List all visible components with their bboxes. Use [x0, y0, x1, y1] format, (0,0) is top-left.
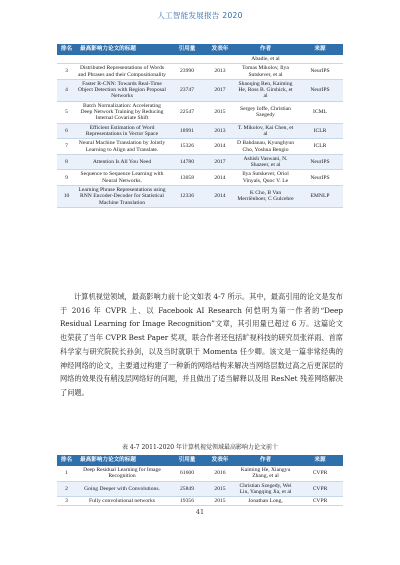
cell-authors: Abadie, et al	[234, 55, 297, 64]
cell-source: NeurIPS	[297, 64, 343, 80]
cell-rank: 3	[57, 497, 76, 506]
cell-source: NeurIPS	[297, 154, 343, 170]
cell-citations: 15326	[168, 139, 206, 155]
cell-title: Fully convolutional networks	[76, 497, 168, 506]
cell-title: Batch Normalization: Accelerating Deep Network Training by Reducing Internal Covariate Shift	[76, 101, 168, 123]
cell-citations: 61600	[168, 466, 206, 481]
cell-year: 2017	[206, 154, 234, 170]
table-row	[57, 154, 343, 170]
cell-title: Going Deeper with Convolutions.	[76, 481, 168, 497]
column-header-authors: 作者	[234, 44, 297, 55]
cell-year: 2016	[206, 466, 234, 481]
cell-authors: Sergey Ioffe, Christian Szegedy	[234, 101, 297, 123]
column-header-source: 来源	[297, 44, 343, 55]
cell-rank: 5	[57, 101, 76, 123]
cell-authors: Kaiming He, Xiangyu Zhang, et al	[234, 466, 297, 481]
table-header-row	[57, 455, 343, 466]
cell-citations: 14780	[168, 154, 206, 170]
table-header-row	[57, 44, 343, 55]
cell-rank: 9	[57, 170, 76, 186]
cell-citations: 18991	[168, 123, 206, 139]
cell-rank: 10	[57, 186, 76, 208]
cell-title: Faster R-CNN: Towards Real-Time Object Detection with Region Proposal Networks	[76, 79, 168, 101]
cell-citations: 13058	[168, 170, 206, 186]
cell-year: 2013	[206, 64, 234, 80]
cell-title: Efficient Estimation of Word Representations in Vector Space	[76, 123, 168, 139]
cell-citations: 22547	[168, 101, 206, 123]
cell-source: CVPR	[297, 497, 343, 506]
cell-authors: Jonathan Long,	[234, 497, 297, 506]
column-header-citations: 引用量	[168, 455, 206, 466]
cell-authors: Ashish Vaswani, N. Shazeer, et al	[234, 154, 297, 170]
cell-year: 2013	[206, 123, 234, 139]
table-row	[57, 186, 343, 208]
cell-year: 2017	[206, 79, 234, 101]
table-row	[57, 123, 343, 139]
top-papers-table	[57, 44, 343, 208]
cell-title: Attention Is All You Need	[76, 154, 168, 170]
cell-rank: 6	[57, 123, 76, 139]
cell-citations: 23747	[168, 79, 206, 101]
table-row	[57, 481, 343, 497]
cell-authors: Tomas Mikolov, Ilya Sutskever, et al	[234, 64, 297, 80]
table-row	[57, 466, 343, 481]
cell-rank: 4	[57, 79, 76, 101]
table-row	[57, 170, 343, 186]
table-row	[57, 64, 343, 80]
cell-title: Neural Machine Translation by Jointly Learning to Align and Translate.	[76, 139, 168, 155]
cell-rank: 3	[57, 64, 76, 80]
cell-year: 2015	[206, 481, 234, 497]
table-row	[57, 497, 343, 506]
page-header: 人工智能发展报告 2020	[157, 11, 243, 20]
cell-authors: Ilya Sutskever, Oriol Vinyals, Quoc V. Le	[234, 170, 297, 186]
cell-source: ICLR	[297, 123, 343, 139]
cell-citations: 23990	[168, 64, 206, 80]
cv-papers-table	[57, 455, 343, 506]
column-header-source: 来源	[297, 455, 343, 466]
table-row	[57, 55, 343, 64]
table-row	[57, 79, 343, 101]
column-header-title: 最高影响力论文的标题	[76, 44, 168, 55]
cell-authors: T. Mikolov, Kai Chen, et al	[234, 123, 297, 139]
cell-authors: Christian Szegedy, Wei Liu, Yangqing Jia, et al	[234, 481, 297, 497]
cell-title: Learning Phrase Representations using RNN Encoder-Decoder for Statistical Machine Translation	[76, 186, 168, 208]
cell-rank: 8	[57, 154, 76, 170]
body-paragraph: 计算机视觉领域，最高影响力前十论文如表 4-7 所示。其中，最高引用的论文是发布于 2016 年 CVPR 上、以 Facebook AI Research 何恺明为第一作者的“Deep Residual Learning for Image Recognition”文章，其引用量已超过 6 万。这篇论文也荣获了当年 CVPR Best Paper 奖项，联合作者还包括旷视科技的研究员张祥雨、首席科学家与研究院院长孙剑，以及当时就职于 Momenta 任少卿。该文是一篇非常经典的神经网络的论文，主要通过构建了一种新的网络结构来解决当网络层数过高之后更深层的网络的效果没有稍浅层网络好的问题，并且做出了适当解释以及用 ResNet 残差网络解决了问题。	[60, 292, 343, 397]
page-number: 41	[195, 508, 205, 516]
cell-source: CVPR	[297, 481, 343, 497]
cell-citations: 12336	[168, 186, 206, 208]
cell-rank: 1	[57, 466, 76, 481]
cell-title: Deep Residual Learning for Image Recognition	[76, 466, 168, 481]
table-row	[57, 101, 343, 123]
cell-rank: 2	[57, 481, 76, 497]
cell-source: EMNLP	[297, 186, 343, 208]
column-header-citations: 引用量	[168, 44, 206, 55]
cell-authors: Shaoqing Ren, Kaiming He, Ross B. Girshick, et al	[234, 79, 297, 101]
cell-source: NeurIPS	[297, 170, 343, 186]
cell-year: 2014	[206, 170, 234, 186]
cell-source: CVPR	[297, 466, 343, 481]
table-row	[57, 139, 343, 155]
table-caption: 表 4-7 2011-2020 年计算机视觉领域最高影响力论文前十	[122, 444, 278, 451]
cell-title: Distributed Representations of Words and Phrases and their Compositionality	[76, 64, 168, 80]
cell-authors: D Bahdanau, Kyunghyun Cho, Yoshua Bengio	[234, 139, 297, 155]
cell-title: Sequence to Sequence Learning with Neural Networks.	[76, 170, 168, 186]
column-header-year: 发表年	[206, 455, 234, 466]
cell-year: 2014	[206, 139, 234, 155]
column-header-year: 发表年	[206, 44, 234, 55]
cell-citations: 19356	[168, 497, 206, 506]
cell-citations: 25849	[168, 481, 206, 497]
cell-year: 2015	[206, 101, 234, 123]
cell-year: 2014	[206, 186, 234, 208]
column-header-rank: 排名	[57, 44, 76, 55]
column-header-authors: 作者	[234, 455, 297, 466]
column-header-rank: 排名	[57, 455, 76, 466]
column-header-title: 最高影响力论文的标题	[76, 455, 168, 466]
cell-rank: 7	[57, 139, 76, 155]
cell-source: ICML	[297, 101, 343, 123]
cell-year: 2015	[206, 497, 234, 506]
cell-source: NeurIPS	[297, 79, 343, 101]
cell-authors: K Cho, B Van Merriënboer, C Gulcehre	[234, 186, 297, 208]
cell-source: ICLR	[297, 139, 343, 155]
